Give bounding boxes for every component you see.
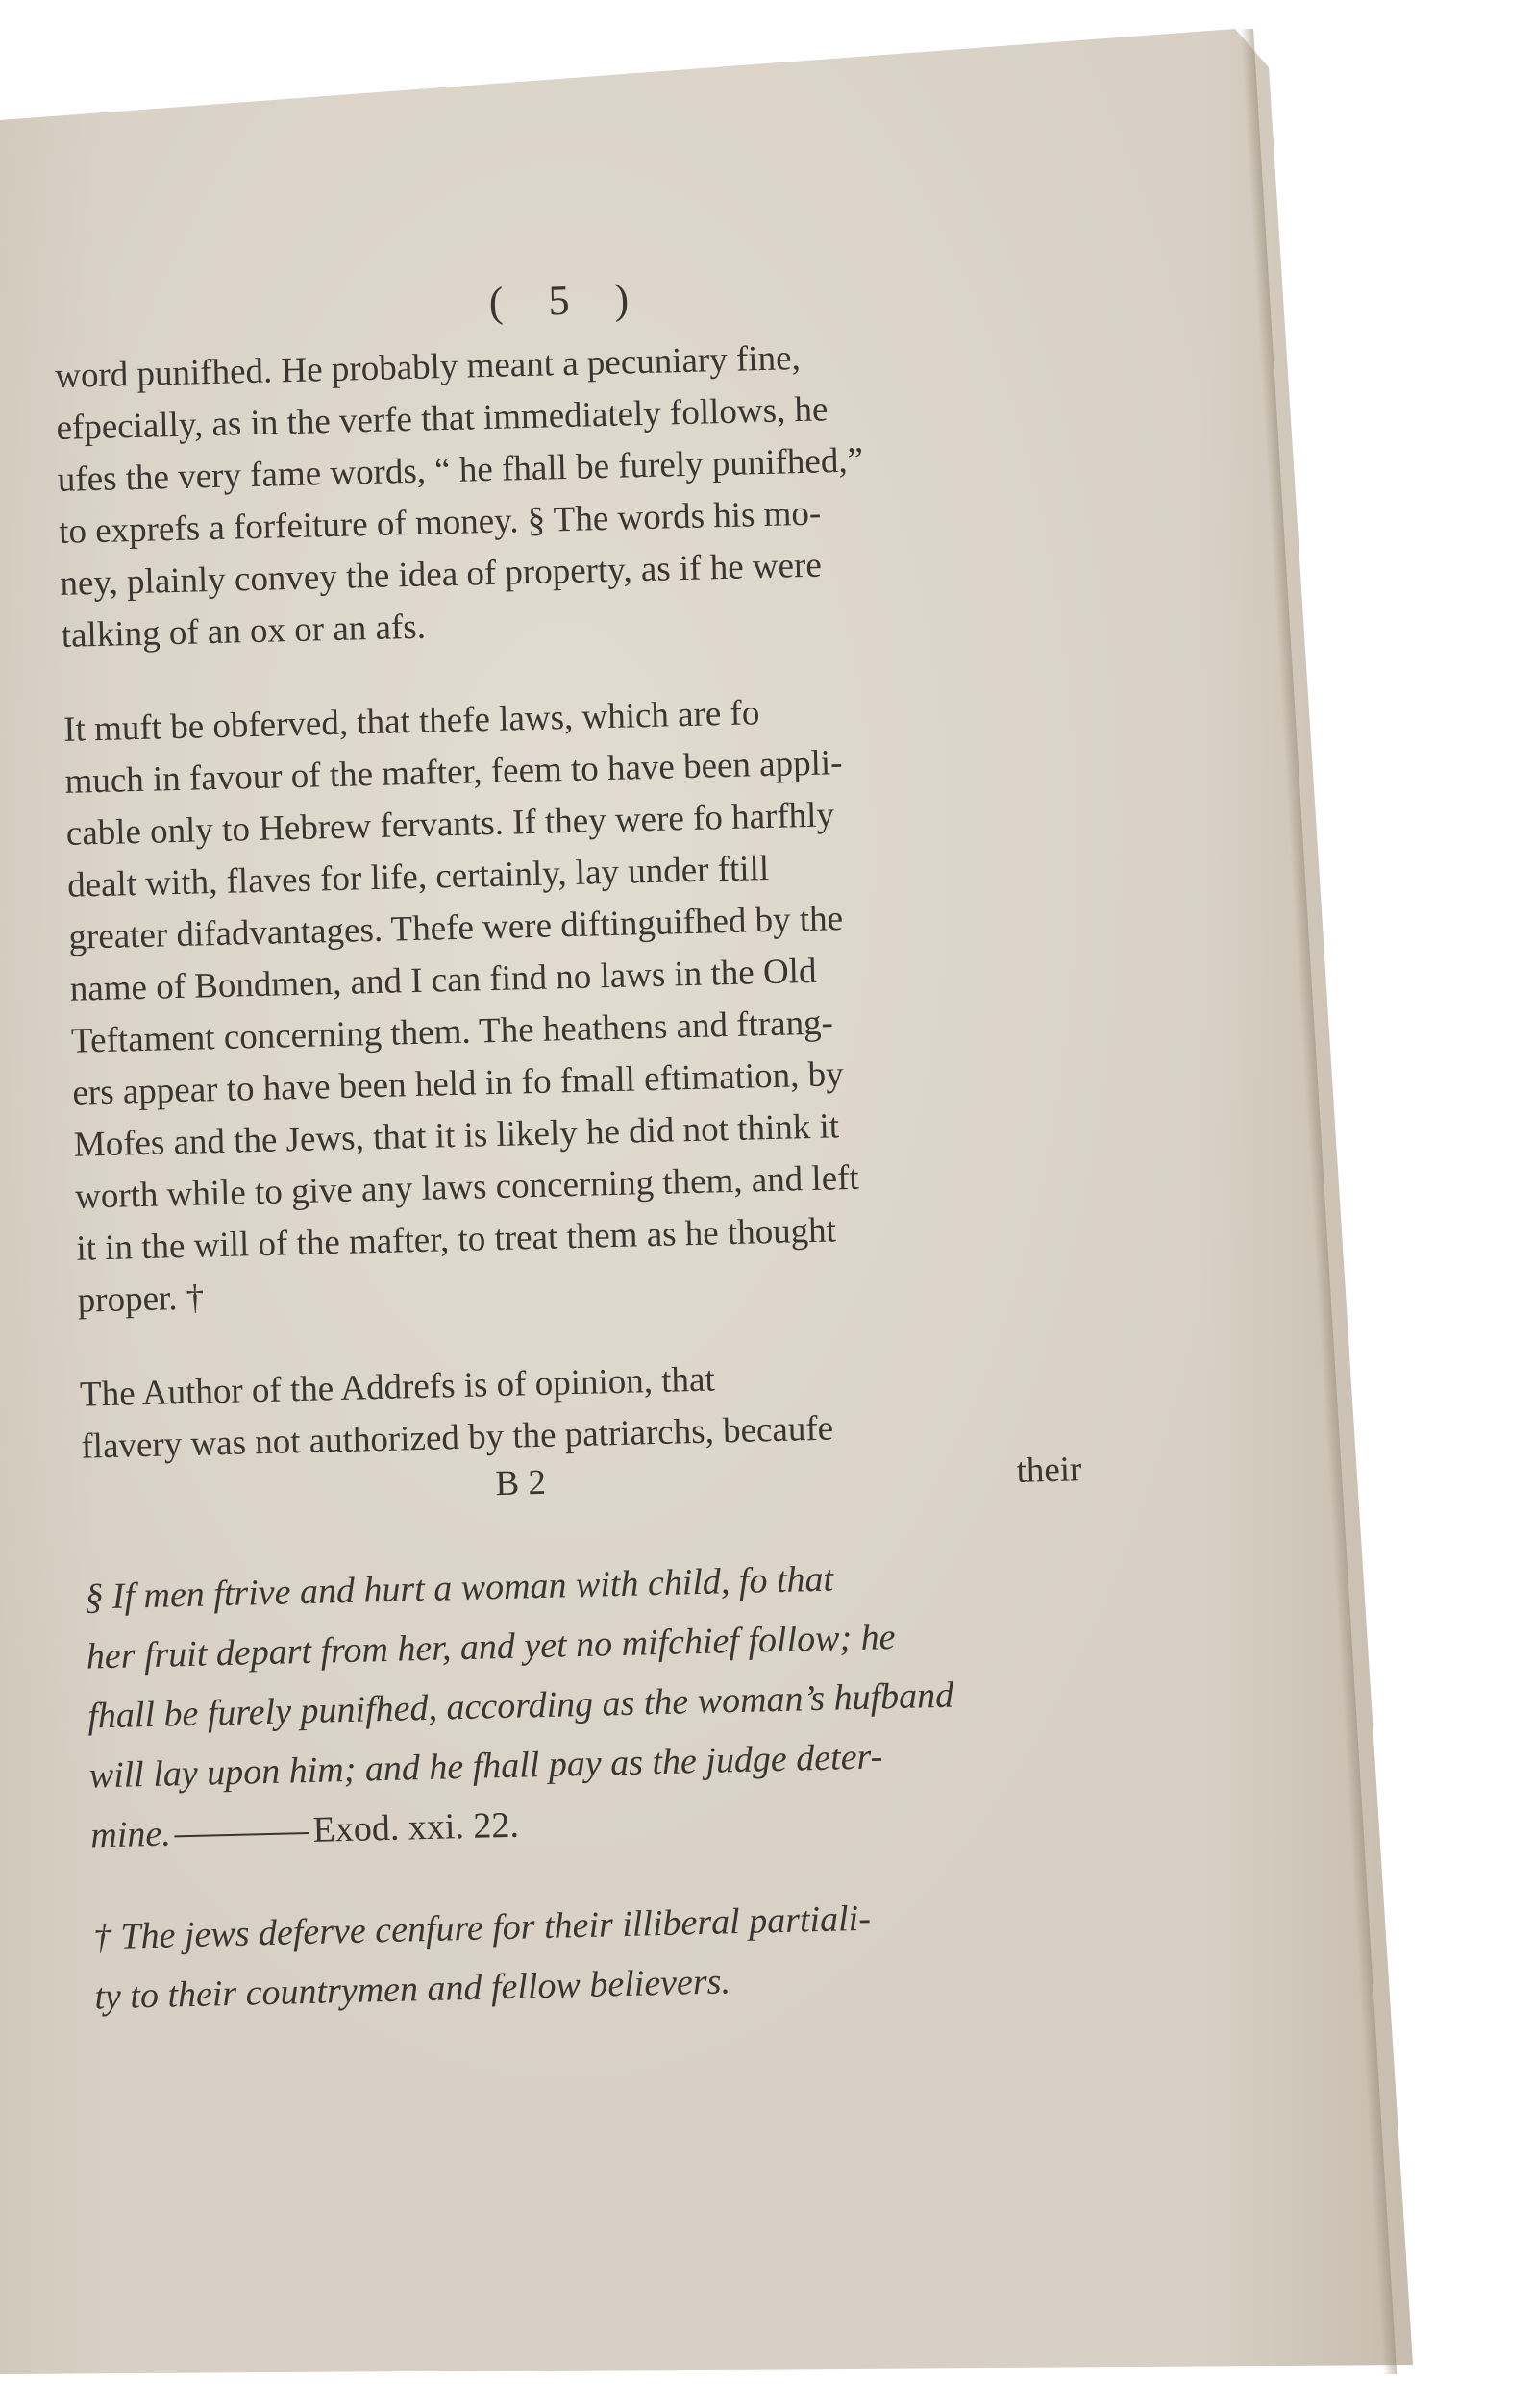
text-line: efpecially, as in the verfe that immediately follows, he — [56, 389, 829, 448]
text-line: flavery was not authorized by the patriarchs, becaufe — [80, 1408, 834, 1467]
text-line: dealt with, flaves for life, certainly, lay under ftill — [66, 848, 770, 906]
text-line: Teftament concerning them. The heathens and ftrang- — [70, 1003, 834, 1061]
text-line: talking of an ox or an afs. — [61, 607, 427, 656]
paragraph-2 — [63, 680, 1088, 1327]
text-line: Mofes and the Jews, that it is likely he did not think it — [73, 1106, 840, 1165]
text-line: word punifhed. He probably meant a pecuniary fine, — [54, 338, 802, 396]
text-line: name of Bondmen, and I can find no laws in the Old — [69, 951, 817, 1009]
page-number: ( 5 ) — [488, 274, 647, 326]
text-line: it in the will of the mafter, to treat them as he thought — [75, 1210, 837, 1269]
text-line: ufes the very fame words, “ he fhall be furely punifhed,” — [57, 440, 864, 500]
text-line: worth while to give any laws concerning them, and left — [74, 1157, 860, 1217]
text-line: greater difadvantages. Thefe were diftinguifhed by the — [68, 899, 844, 957]
footnote-line: § If men ftrive and hurt a woman with child, fo that — [84, 1558, 834, 1618]
footnote-reference: Exod. xxi. 22. — [312, 1804, 520, 1850]
text-line: ers appear to have been held in fo fmall eftimation, by — [71, 1055, 845, 1113]
footnote-line: will lay upon him; and he fhall pay as the judge deter- — [88, 1736, 883, 1797]
text-line: ney, plainly convey the idea of property, as if he were — [60, 545, 823, 604]
footnote-line: her fruit depart from her, and yet no mifchief follow; he — [86, 1617, 896, 1677]
page-content — [53, 263, 1104, 2026]
footnote-text: mine. — [89, 1813, 172, 1856]
text-line: It muft be obferved, that thefe laws, which are fo — [62, 693, 760, 750]
footnote-line: ty to their countrymen and fellow believers. — [93, 1961, 731, 2018]
text-line: proper. † — [77, 1278, 205, 1321]
text-line: cable only to Hebrew fervants. If they were fo harfhly — [65, 795, 835, 854]
footnote-section-sign — [85, 1543, 1101, 1866]
footnote-line: † The jews deferve cenfure for their illiberal partiali- — [92, 1898, 872, 1958]
footnote-dagger — [92, 1883, 1104, 2027]
catchword: their — [1016, 1450, 1082, 1491]
dash-rule — [175, 1832, 309, 1837]
signature-mark: B 2 — [495, 1462, 547, 1504]
text-line: The Author of the Addrefs is of opinion, that — [79, 1359, 716, 1415]
footnote-line: fhall be furely punifhed, according as the woman’s hufband — [87, 1675, 954, 1737]
paragraph-1 — [55, 326, 1072, 662]
text-line: to exprefs a forfeiture of money. § The words his mo- — [58, 493, 822, 552]
text-line: much in favour of the mafter, feem to have been appli- — [64, 743, 843, 802]
